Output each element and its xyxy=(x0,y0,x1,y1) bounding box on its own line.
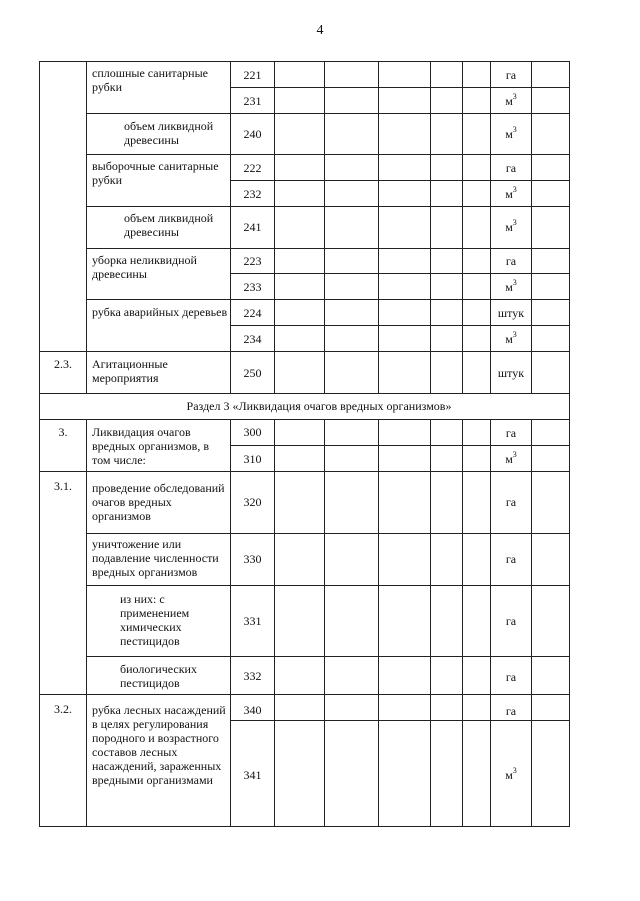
row-unit: га xyxy=(505,614,517,628)
row-code: 331 xyxy=(243,614,262,628)
row-code: 340 xyxy=(243,703,262,717)
row-name: проведение обследований очагов вредных организмов xyxy=(92,481,225,523)
row-name: объем ликвидной древесины xyxy=(124,119,214,147)
row-unit: га xyxy=(505,68,517,82)
row-unit: $м^3$ xyxy=(505,450,517,466)
section-3-title: Раздел 3 «Ликвидация очагов вредных организмов» xyxy=(186,399,452,413)
row-code: 233 xyxy=(243,280,262,294)
row-code: 232 xyxy=(243,187,262,201)
row-number: 3.1. xyxy=(54,479,72,493)
row-unit: га xyxy=(505,552,517,566)
row-name: рубка аварийных деревьев xyxy=(92,305,228,319)
row-unit: га xyxy=(505,426,517,440)
row-code: 332 xyxy=(243,669,262,683)
row-code: 300 xyxy=(243,425,262,439)
row-unit: $м^3$ xyxy=(505,218,517,234)
row-number: 2.3. xyxy=(54,357,72,371)
row-code: 231 xyxy=(243,94,262,108)
row-name: Агитационные мероприятия xyxy=(92,357,168,385)
page-number: 4 xyxy=(316,23,324,38)
row-unit: га xyxy=(505,495,517,509)
row-code: 223 xyxy=(243,254,262,268)
row-code: 320 xyxy=(243,495,262,509)
row-unit: штук xyxy=(497,306,525,320)
row-unit: $м^3$ xyxy=(505,278,517,294)
row-code: 224 xyxy=(243,306,262,320)
row-code: 341 xyxy=(243,768,262,782)
row-code: 221 xyxy=(243,68,262,82)
row-unit: штук xyxy=(497,366,525,380)
row-code: 310 xyxy=(243,452,262,466)
row-unit: $м^3$ xyxy=(505,125,517,141)
row-name: биологических пестицидов xyxy=(120,662,197,690)
row-name: Ликвидация очагов вредных организмов, в том числе: xyxy=(92,425,210,467)
row-code: 240 xyxy=(243,127,262,141)
row-code: 222 xyxy=(243,161,262,175)
row-unit: га xyxy=(505,161,517,175)
row-name: сплошные санитарные рубки xyxy=(92,66,208,94)
row-code: 330 xyxy=(243,552,262,566)
row-code: 241 xyxy=(243,220,262,234)
row-name: уборка неликвидной древесины xyxy=(92,253,197,281)
row-code: 234 xyxy=(243,332,262,346)
row-code: 250 xyxy=(243,366,262,380)
row-unit: га xyxy=(505,670,517,684)
row-unit: га xyxy=(505,254,517,268)
row-unit: га xyxy=(505,704,517,718)
row-unit: $м^3$ xyxy=(505,330,517,346)
row-number: 3.2. xyxy=(54,702,72,716)
row-number: 3. xyxy=(58,425,68,439)
row-name: выборочные санитарные рубки xyxy=(92,159,219,187)
row-name: рубка лесных насаждений в целях регулирования породного и возрастного составов лесных насаждений, зараженных вредными организмами xyxy=(92,703,226,787)
row-unit: $м^3$ xyxy=(505,92,517,108)
row-unit: $м^3$ xyxy=(505,185,517,201)
row-unit: $м^3$ xyxy=(505,766,517,782)
row-name: объем ликвидной древесины xyxy=(124,211,214,239)
row-name: уничтожение или подавление численности вредных организмов xyxy=(92,537,219,579)
row-name: из них: с применением химических пестицидов xyxy=(120,592,190,648)
